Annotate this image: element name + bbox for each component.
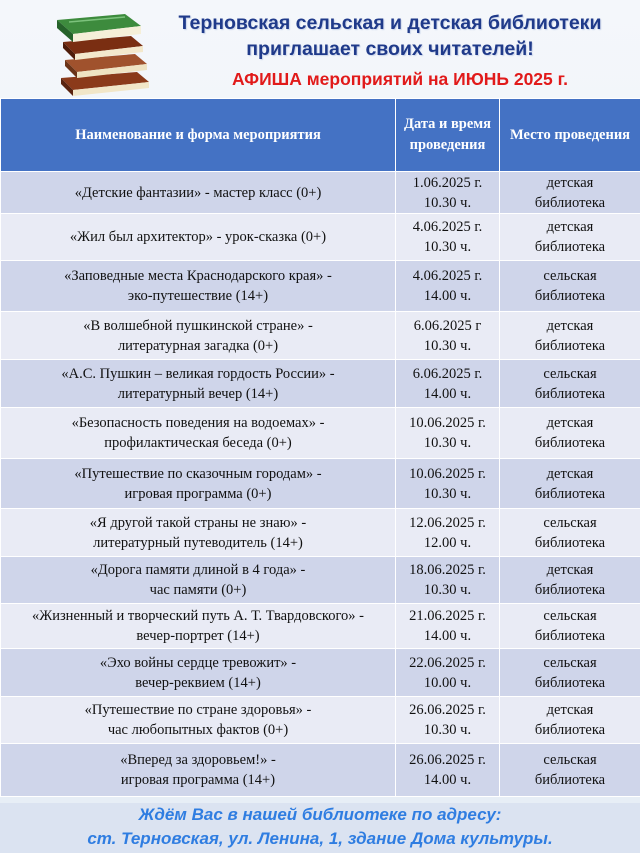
event-name-line: игровая программа (0+) <box>124 485 272 502</box>
event-date-cell <box>396 261 500 312</box>
event-place-line: библиотека <box>534 337 606 354</box>
event-place-line: библиотека <box>534 435 606 451</box>
table-row <box>1 408 640 459</box>
event-place-line: библиотека <box>534 194 606 211</box>
event-datetime-line: 6.06.2025 г. <box>412 365 483 382</box>
header-title <box>150 10 630 62</box>
event-place-line: библиотека <box>534 772 606 788</box>
event-datetime-line: 14.00 ч. <box>423 772 472 788</box>
footer-line1: Ждём Вас в нашей библиотеке по адресу: <box>138 805 502 824</box>
event-place-line: детская <box>546 702 594 718</box>
event-datetime-line: 10.30 ч. <box>423 722 472 738</box>
event-name-line: «В волшебной пушкинской стране» - <box>83 317 313 334</box>
event-datetime-line: 6.06.2025 г <box>413 317 482 334</box>
event-name-line: час памяти (0+) <box>149 582 247 598</box>
table-row <box>1 744 640 797</box>
event-place-cell <box>500 649 640 697</box>
event-place-cell <box>500 261 640 312</box>
event-name-line: «Вперед за здоровьем!» - <box>120 752 276 768</box>
events-table <box>0 98 640 797</box>
event-datetime-line: 4.06.2025 г. <box>412 268 483 284</box>
event-place-cell <box>500 408 640 459</box>
event-place-cell <box>500 557 640 604</box>
event-date-cell <box>396 214 500 261</box>
event-name-cell <box>1 459 396 509</box>
event-place-line: сельская <box>543 654 597 671</box>
event-datetime-line: 12.00 ч. <box>423 534 472 551</box>
column-header-place: Место проведения <box>500 99 640 172</box>
event-name-line: литературный вечер (14+) <box>117 385 279 402</box>
event-place-line: библиотека <box>534 628 606 644</box>
event-name-cell <box>1 360 396 408</box>
table-row <box>1 459 640 509</box>
event-date-cell <box>396 604 500 649</box>
event-datetime-line: 26.06.2025 г. <box>409 752 486 768</box>
event-datetime-line: 10.30 ч. <box>423 582 472 598</box>
column-header-name: Наименование и форма мероприятия <box>1 99 396 172</box>
event-name-cell <box>1 172 396 214</box>
event-datetime-line: 10.06.2025 г. <box>409 465 486 482</box>
event-date-cell <box>396 697 500 744</box>
event-place-line: библиотека <box>534 485 606 502</box>
event-name-line: «Эхо войны сердце тревожит» - <box>99 654 297 671</box>
table-row <box>1 697 640 744</box>
event-name-line: эко-путешествие (14+) <box>127 288 269 304</box>
event-name-cell <box>1 649 396 697</box>
event-name-line: «Заповедные места Краснодарского края» - <box>64 268 332 284</box>
event-datetime-line: 10.30 ч. <box>423 485 472 502</box>
event-place-line: библиотека <box>534 239 606 255</box>
header <box>0 0 640 98</box>
event-date-cell <box>396 649 500 697</box>
event-name-line: игровая программа (14+) <box>120 772 276 788</box>
event-place-line: детская <box>546 219 594 235</box>
books-stack-icon <box>55 6 155 98</box>
event-datetime-line: 12.06.2025 г. <box>409 514 486 531</box>
event-datetime-line: 21.06.2025 г. <box>409 608 486 624</box>
event-place-cell <box>500 459 640 509</box>
event-place-cell <box>500 172 640 214</box>
event-date-cell <box>396 172 500 214</box>
event-date-cell <box>396 509 500 557</box>
event-place-line: детская <box>546 465 594 482</box>
event-place-line: сельская <box>543 752 597 768</box>
event-place-cell <box>500 697 640 744</box>
table-row <box>1 557 640 604</box>
event-name-cell <box>1 214 396 261</box>
event-place-line: сельская <box>543 514 597 531</box>
table-row <box>1 172 640 214</box>
event-name-line: «А.С. Пушкин – великая гордость России» - <box>61 365 335 382</box>
event-place-line: библиотека <box>534 534 606 551</box>
table-row <box>1 214 640 261</box>
event-place-line: сельская <box>543 365 597 382</box>
event-place-line: детская <box>546 317 594 334</box>
table-row <box>1 604 640 649</box>
event-name-cell <box>1 697 396 744</box>
event-place-line: библиотека <box>534 722 606 738</box>
column-header-date: Дата и время проведения <box>396 99 500 172</box>
table-row <box>1 360 640 408</box>
event-date-cell <box>396 408 500 459</box>
event-name-line: литературная загадка (0+) <box>117 337 279 354</box>
event-name-cell <box>1 744 396 797</box>
event-name-line: «Жил был архитектор» - урок-сказка (0+) <box>69 229 327 245</box>
event-place-cell <box>500 604 640 649</box>
event-date-cell <box>396 360 500 408</box>
event-place-line: библиотека <box>534 674 606 691</box>
table-row <box>1 649 640 697</box>
event-name-line: литературный путеводитель (14+) <box>93 534 303 551</box>
footer <box>0 803 640 853</box>
event-datetime-line: 10.30 ч. <box>423 239 472 255</box>
event-name-cell <box>1 408 396 459</box>
footer-line2: ст. Терновская, ул. Ленина, 1, здание Дома культуры. <box>87 829 553 848</box>
event-place-line: детская <box>546 415 594 431</box>
event-place-line: детская <box>546 562 594 578</box>
event-place-cell <box>500 360 640 408</box>
event-datetime-line: 10.00 ч. <box>423 674 472 691</box>
event-place-cell <box>500 744 640 797</box>
header-title-line2: приглашает своих читателей! <box>246 38 534 60</box>
event-name-line: вечер-портрет (14+) <box>136 628 260 644</box>
event-date-cell <box>396 557 500 604</box>
header-title-line1: Терновская сельская и детская библиотеки <box>178 12 602 34</box>
event-datetime-line: 10.30 ч. <box>423 337 472 354</box>
event-place-cell <box>500 312 640 360</box>
event-datetime-line: 22.06.2025 г. <box>409 654 486 671</box>
event-place-line: библиотека <box>534 288 606 304</box>
event-name-cell <box>1 312 396 360</box>
event-datetime-line: 4.06.2025 г. <box>412 219 483 235</box>
event-place-line: библиотека <box>534 385 606 402</box>
event-name-line: «Я другой такой страны не знаю» - <box>89 514 307 531</box>
event-datetime-line: 14.00 ч. <box>423 628 472 644</box>
event-name-cell <box>1 557 396 604</box>
event-datetime-line: 18.06.2025 г. <box>409 562 486 578</box>
table-row <box>1 261 640 312</box>
event-datetime-line: 14.00 ч. <box>423 385 472 402</box>
event-name-line: профилактическая беседа (0+) <box>104 435 292 451</box>
event-name-line: «Путешествие по стране здоровья» - <box>84 702 312 718</box>
event-name-cell <box>1 509 396 557</box>
event-name-cell <box>1 604 396 649</box>
event-place-line: сельская <box>543 608 597 624</box>
event-date-cell <box>396 312 500 360</box>
event-place-cell <box>500 509 640 557</box>
event-name-cell <box>1 261 396 312</box>
event-place-cell <box>500 214 640 261</box>
event-name-line: час любопытных фактов (0+) <box>107 722 289 738</box>
event-name-line: вечер-реквием (14+) <box>135 674 261 691</box>
event-name-line: «Путешествие по сказочным городам» - <box>74 465 322 482</box>
table-row <box>1 509 640 557</box>
event-datetime-line: 1.06.2025 г. <box>412 174 483 191</box>
event-place-line: библиотека <box>534 582 606 598</box>
table-row <box>1 312 640 360</box>
table-header-row <box>1 99 640 172</box>
event-name-line: «Детские фантазии» - мастер класс (0+) <box>74 184 322 201</box>
event-name-line: «Безопасность поведения на водоемах» - <box>71 415 325 431</box>
event-datetime-line: 14.00 ч. <box>423 288 472 304</box>
event-datetime-line: 10.06.2025 г. <box>409 415 486 431</box>
event-datetime-line: 10.30 ч. <box>423 435 472 451</box>
event-place-line: детская <box>546 174 594 191</box>
event-datetime-line: 10.30 ч. <box>423 194 472 211</box>
event-datetime-line: 26.06.2025 г. <box>409 702 486 718</box>
event-name-line: «Дорога памяти длиной в 4 года» - <box>90 562 306 578</box>
event-date-cell <box>396 744 500 797</box>
event-place-line: сельская <box>543 268 597 284</box>
header-subtitle: АФИША мероприятий на ИЮНЬ 2025 г. <box>231 69 569 89</box>
event-date-cell <box>396 459 500 509</box>
event-name-line: «Жизненный и творческий путь А. Т. Твардовского» - <box>31 608 365 624</box>
